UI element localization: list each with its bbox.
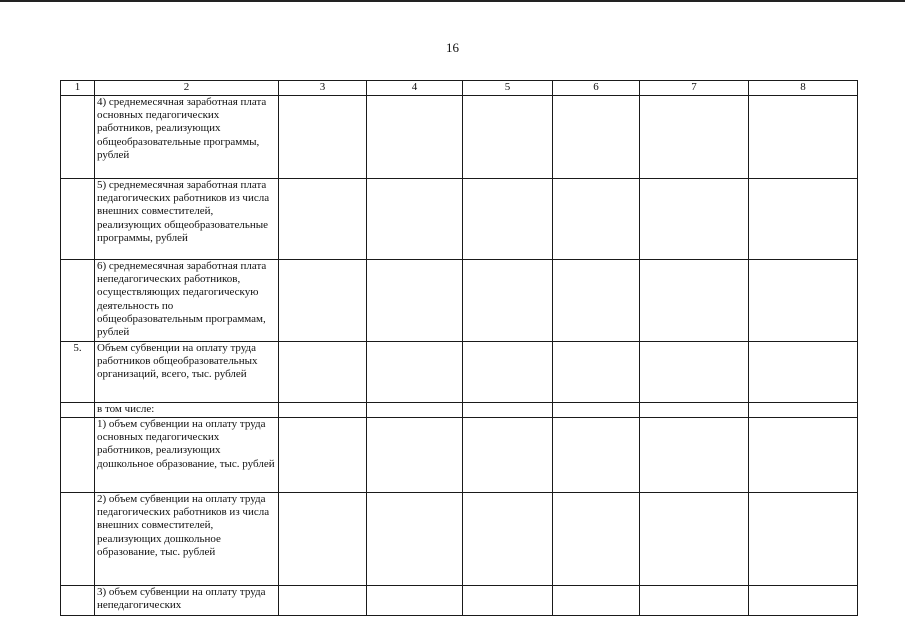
row-number-cell: [61, 403, 95, 418]
value-cell: [279, 96, 367, 179]
row-label-cell: Объем субвенции на оплату труда работников общеобразовательных организаций, всего, тыс. рублей: [95, 342, 279, 403]
table-row: [61, 586, 858, 616]
value-cell: [749, 179, 858, 260]
page-number: 16: [446, 40, 459, 55]
row-number-cell: [61, 179, 95, 260]
row-label-cell: 3) объем субвенции на оплату труда непедагогических: [95, 586, 279, 616]
header-row: [61, 81, 858, 96]
value-cell: [279, 179, 367, 260]
value-cell: [553, 418, 640, 493]
value-cell: [279, 260, 367, 342]
row-label-cell: 2) объем субвенции на оплату труда педагогических работников из числа внешних совместителей, реализующих дошкольное образование, тыс. рублей: [95, 493, 279, 586]
value-cell: [463, 260, 553, 342]
table-row: [61, 493, 858, 586]
value-cell: [367, 342, 463, 403]
value-cell: [640, 260, 749, 342]
column-header-4: 4: [367, 81, 463, 96]
value-cell: [749, 493, 858, 586]
table-row: [61, 260, 858, 342]
value-cell: [640, 418, 749, 493]
column-header-3: 3: [279, 81, 367, 96]
value-cell: [367, 418, 463, 493]
value-cell: [640, 179, 749, 260]
value-cell: [279, 586, 367, 616]
row-number-cell: [61, 260, 95, 342]
value-cell: [640, 493, 749, 586]
value-cell: [640, 342, 749, 403]
value-cell: [553, 342, 640, 403]
value-cell: [553, 260, 640, 342]
column-header-6: 6: [553, 81, 640, 96]
row-label-cell: 1) объем субвенции на оплату труда основных педагогических работников, реализующих дошкольное образование, тыс. рублей: [95, 418, 279, 493]
row-label-cell: в том числе:: [95, 403, 279, 418]
value-cell: [367, 586, 463, 616]
row-number-cell: 5.: [61, 342, 95, 403]
row-number-cell: [61, 418, 95, 493]
value-cell: [463, 96, 553, 179]
value-cell: [367, 493, 463, 586]
value-cell: [279, 418, 367, 493]
value-cell: [463, 493, 553, 586]
value-cell: [553, 493, 640, 586]
value-cell: [749, 96, 858, 179]
value-cell: [367, 260, 463, 342]
value-cell: [279, 342, 367, 403]
data-table: [60, 80, 858, 616]
table-row: [61, 342, 858, 403]
value-cell: [553, 96, 640, 179]
value-cell: [279, 493, 367, 586]
row-label-cell: 6) среднемесячная заработная плата непедагогических работников, осуществляющих педагогическую деятельность по общеобразовательным программам, рублей: [95, 260, 279, 342]
column-header-8: 8: [749, 81, 858, 96]
table-row: [61, 96, 858, 179]
value-cell: [367, 403, 463, 418]
table-row: [61, 403, 858, 418]
value-cell: [279, 403, 367, 418]
value-cell: [749, 418, 858, 493]
value-cell: [367, 179, 463, 260]
value-cell: [749, 342, 858, 403]
value-cell: [463, 403, 553, 418]
value-cell: [463, 418, 553, 493]
row-label-cell: 4) среднемесячная заработная плата основных педагогических работников, реализующих общеобразовательные программы, рублей: [95, 96, 279, 179]
row-label-cell: 5) среднемесячная заработная плата педагогических работников из числа внешних совместителей, реализующих общеобразовательные программы, рублей: [95, 179, 279, 260]
column-header-2: 2: [95, 81, 279, 96]
row-number-cell: [61, 586, 95, 616]
column-header-1: 1: [61, 81, 95, 96]
value-cell: [553, 179, 640, 260]
row-number-cell: [61, 96, 95, 179]
value-cell: [553, 403, 640, 418]
value-cell: [367, 96, 463, 179]
value-cell: [640, 586, 749, 616]
value-cell: [463, 586, 553, 616]
table-row: [61, 418, 858, 493]
value-cell: [463, 179, 553, 260]
value-cell: [749, 586, 858, 616]
value-cell: [553, 586, 640, 616]
top-border-line: [0, 0, 905, 2]
value-cell: [640, 403, 749, 418]
value-cell: [640, 96, 749, 179]
table-row: [61, 179, 858, 260]
column-header-7: 7: [640, 81, 749, 96]
row-number-cell: [61, 493, 95, 586]
value-cell: [749, 403, 858, 418]
column-header-5: 5: [463, 81, 553, 96]
value-cell: [749, 260, 858, 342]
value-cell: [463, 342, 553, 403]
